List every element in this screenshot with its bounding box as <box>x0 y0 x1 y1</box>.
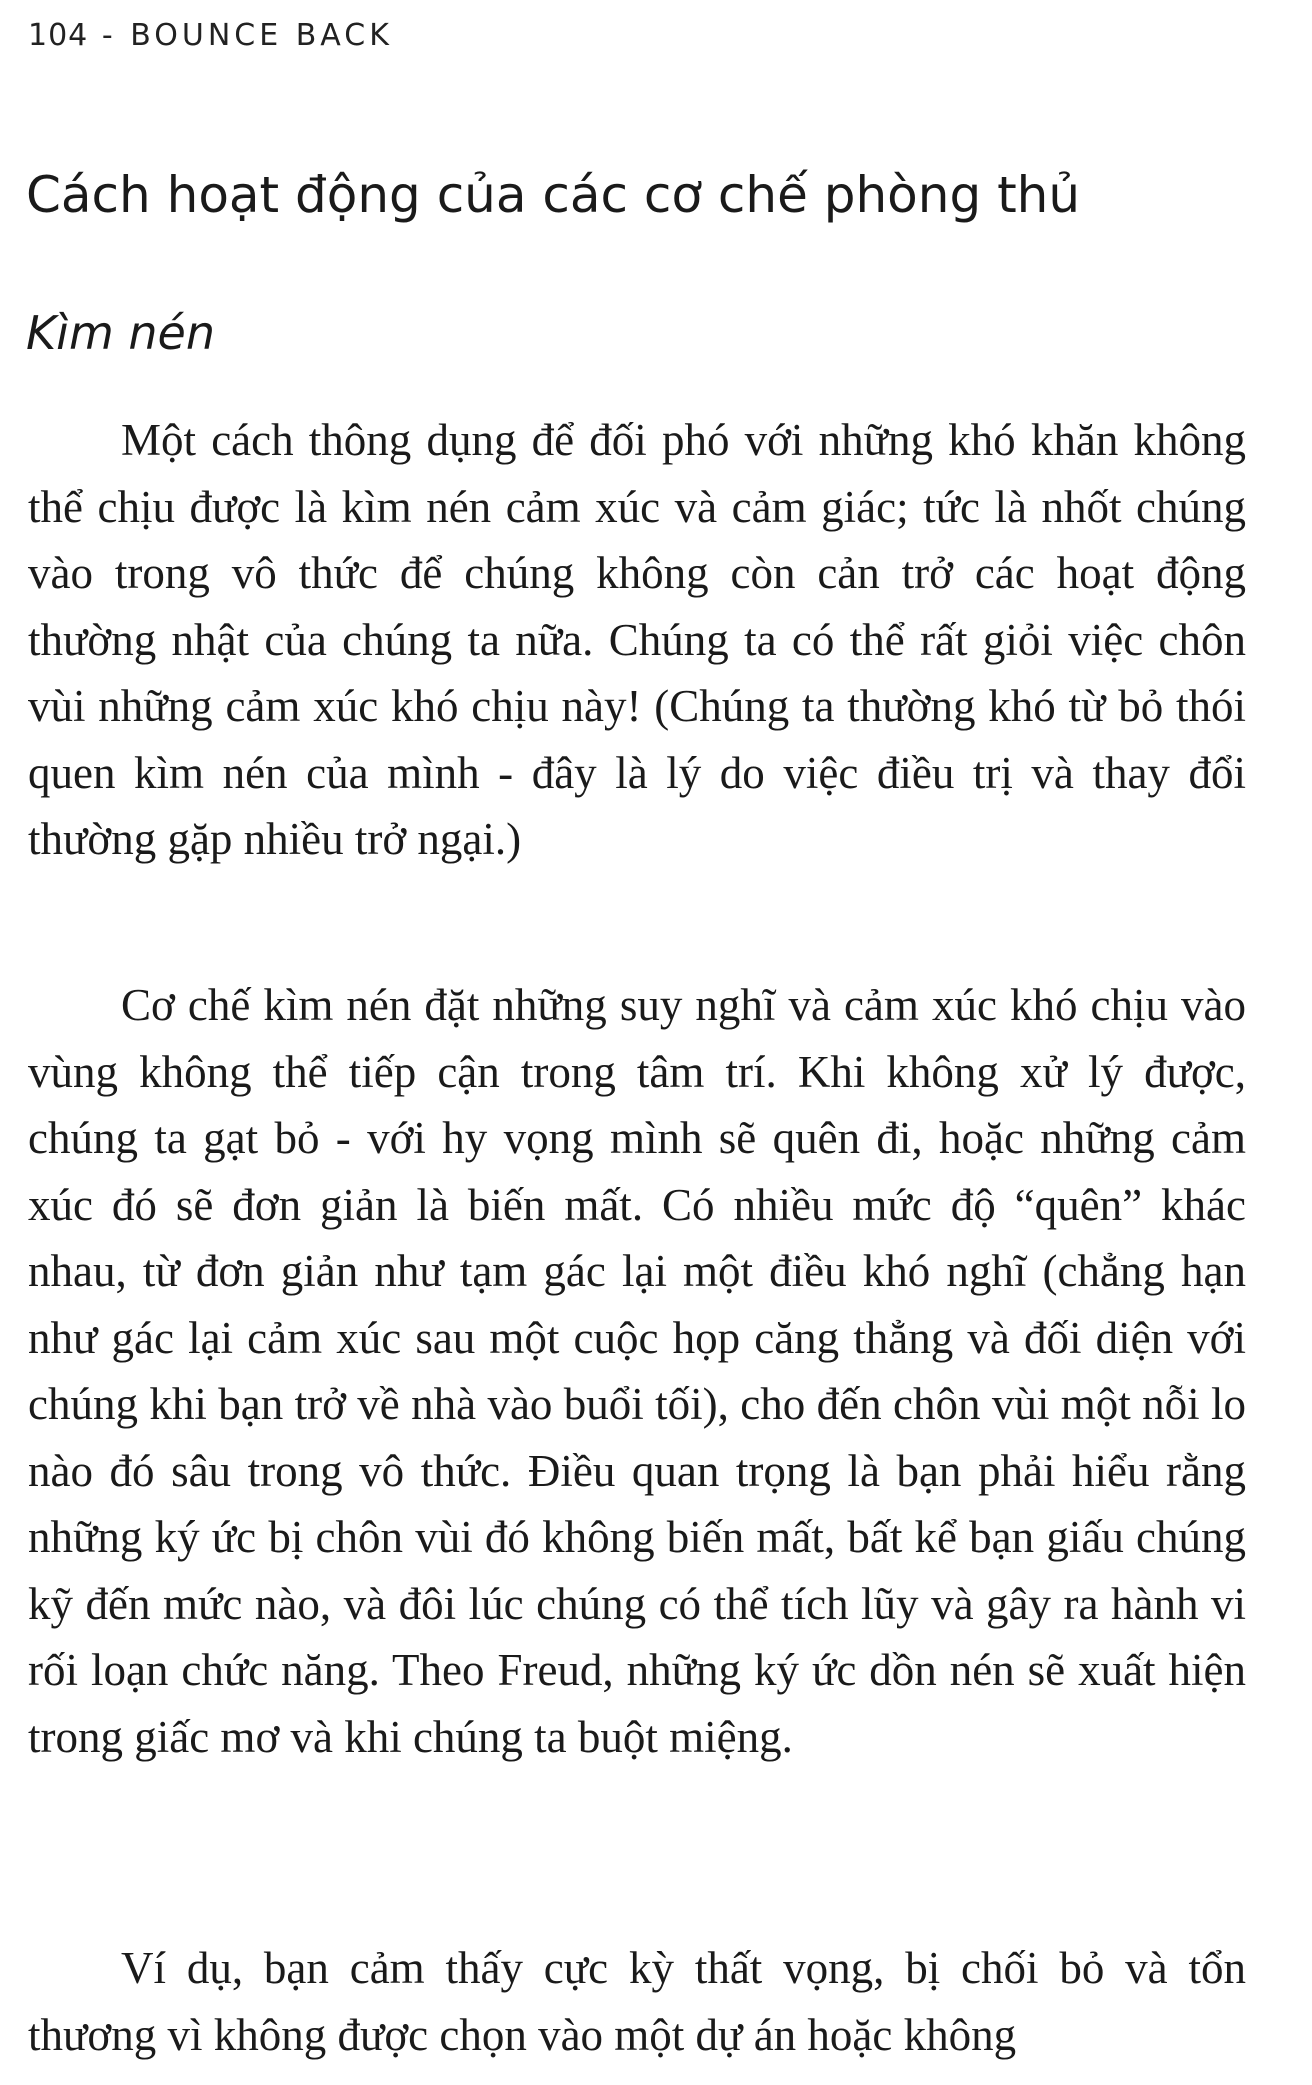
book-title: BOUNCE BACK <box>130 18 393 53</box>
body-paragraph-1: Một cách thông dụng để đối phó với những khó khăn không thể chịu được là kìm nén cảm xúc và cảm giác; tức là nhốt chúng vào trong vô thức để chúng không còn cản trở các hoạt động thường nhật của chúng ta nữa. Chúng ta có thể rất giỏi việc chôn vùi những cảm xúc khó chịu này! (Chúng ta thường khó từ bỏ thói quen kìm nén của mình - đây là lý do việc điều trị và thay đổi thường gặp nhiều trở ngại.) <box>28 415 1246 864</box>
section-title: Cách hoạt động của các cơ chế phòng thủ <box>26 166 1081 224</box>
body-paragraph-3: Ví dụ, bạn cảm thấy cực kỳ thất vọng, bị chối bỏ và tổn thương vì không được chọn vào một dự án hoặc không <box>28 1943 1246 2060</box>
header-separator: - <box>101 18 117 53</box>
subsection-title: Kìm nén <box>26 306 215 360</box>
running-header <box>28 18 393 53</box>
body-paragraph-2: Cơ chế kìm nén đặt những suy nghĩ và cảm xúc khó chịu vào vùng không thể tiếp cận trong tâm trí. Khi không xử lý được, chúng ta gạt bỏ - với hy vọng mình sẽ quên đi, hoặc những cảm xúc đó sẽ đơn giản là biến mất. Có nhiều mức độ “quên” khác nhau, từ đơn giản như tạm gác lại một điều khó nghĩ (chẳng hạn như gác lại cảm xúc sau một cuộc họp căng thẳng và đối diện với chúng khi bạn trở về nhà vào buổi tối), cho đến chôn vùi một nỗi lo nào đó sâu trong vô thức. Điều quan trọng là bạn phải hiểu rằng những ký ức bị chôn vùi đó không biến mất, bất kể bạn giấu chúng kỹ đến mức nào, và đôi lúc chúng có thể tích lũy và gây ra hành vi rối loạn chức năng. Theo Freud, những ký ức dồn nén sẽ xuất hiện trong giấc mơ và khi chúng ta buột miệng. <box>28 980 1246 1762</box>
page-number: 104 <box>28 18 89 53</box>
